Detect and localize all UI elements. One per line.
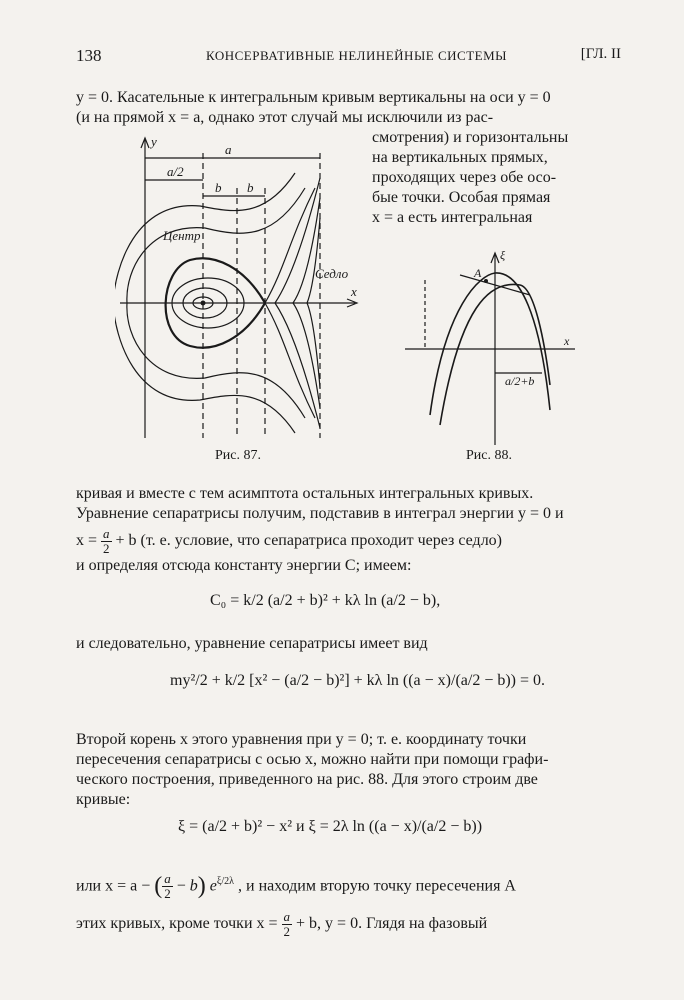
p4-line-4: кривые: — [76, 791, 131, 808]
text-right-4: бые точки. Особая прямая — [372, 189, 551, 206]
p2-line-3 — [76, 527, 502, 556]
text-right-2: на вертикальных прямых, — [372, 149, 548, 166]
fig87-label-b2: b — [247, 180, 254, 195]
fig87-label-b1: b — [215, 180, 222, 195]
fig87-label-a: a — [225, 142, 232, 157]
fig87-label-a2: a/2 — [167, 164, 184, 179]
fig87-outer-orbit-3 — [115, 303, 295, 433]
text-right-3: проходящих через обе осо- — [372, 169, 557, 186]
text-right-5: x = a есть интегральная — [372, 209, 533, 226]
p5-line: или x = a − ( $\frac{a}{2}$ − b) $e^{\xi/2\lambda}$ , и находим вторую точку пересечения A — [76, 871, 516, 902]
fig87-center-point — [201, 301, 206, 306]
text-right-1: смотрения) и горизонтальны — [372, 129, 569, 146]
p5-line-a: или x = a − — [76, 877, 151, 895]
figure-87-caption: Рис. 87. — [215, 448, 261, 463]
fig87-label-saddle: Седло — [315, 266, 349, 281]
fig87-label-y: y — [151, 134, 157, 149]
fig87-label-x: x — [351, 284, 357, 299]
equation-separatrix: my²/2 + k/2 [x² − (a/2 − b)²] + kλ ln ((a − x)/(a/2 − b)) = 0. — [170, 672, 546, 689]
p2-line-2: Уравнение сепаратрисы получим, подставив в интеграл энергии y = 0 и — [76, 505, 564, 522]
running-title: КОНСЕРВАТИВНЫЕ НЕЛИНЕЙНЫЕ СИСТЕМЫ — [206, 48, 507, 63]
p2-line-1: кривая и вместе с тем асимптота остальных интегральных кривых. — [76, 485, 534, 502]
fig87-outer-orbit-2 — [115, 173, 295, 303]
fig87-label-center: Центр — [163, 228, 201, 243]
equation-curves: ξ = (a/2 + b)² − x² и ξ = 2λ ln ((a − x)/(a/2 − b)) — [178, 818, 483, 835]
fig88-label-point: a/2+b — [505, 374, 535, 388]
text-line-2: (и на прямой x = a, однако этот случай мы исключили из рас- — [76, 109, 494, 126]
fig88-label-x: x — [564, 334, 570, 348]
p2-line-3-b: + b (т. е. условие, что сепаратриса проходит через седло) — [115, 532, 502, 550]
p4-line-2: пересечения сепаратрисы с осью x, можно найти при помощи графи- — [76, 751, 549, 768]
fig88-parabola — [430, 273, 550, 415]
p6-line-b: + b, y = 0. Глядя на фазовый — [296, 915, 488, 933]
p6-line — [76, 910, 487, 939]
fig88-label-xi: ξ — [500, 248, 506, 262]
p3-line: и следовательно, уравнение сепаратрисы имеет вид — [76, 635, 428, 652]
p5-line-b: , и находим вторую точку пересечения A — [238, 877, 516, 895]
fraction-a-over-2-b: $\frac{a}{2}$ — [164, 871, 171, 902]
figure-88-caption: Рис. 88. — [466, 448, 512, 463]
page-number: 138 — [76, 46, 102, 65]
fraction-a-over-2: $\frac{a}{2}$ — [103, 526, 110, 556]
p2-line-3-a: x = — [76, 532, 98, 550]
p4-line-3: ческого построения, приведенного на рис. 88. Для этого строим две — [76, 771, 538, 788]
p2-line-4: и определяя отсюда константу энергии C; имеем: — [76, 557, 412, 574]
fig88-point-A — [484, 279, 488, 283]
figure-87 — [115, 128, 365, 443]
figure-88 — [400, 245, 580, 445]
fig88-label-A: A — [474, 266, 482, 280]
chapter-label: [ГЛ. II — [580, 46, 621, 62]
p4-line-1: Второй корень x этого уравнения при y = 0; т. е. координату точки — [76, 731, 527, 748]
text-line-1: y = 0. Касательные к интегральным кривым вертикальны на оси y = 0 — [76, 89, 551, 106]
fraction-a-over-2-c: $\frac{a}{2}$ — [283, 909, 291, 939]
equation-c0: C₀ = k/2 (a/2 + b)² + kλ ln (a/2 − b), — [210, 592, 441, 609]
p6-line-a: этих кривых, кроме точки x = — [76, 915, 278, 933]
